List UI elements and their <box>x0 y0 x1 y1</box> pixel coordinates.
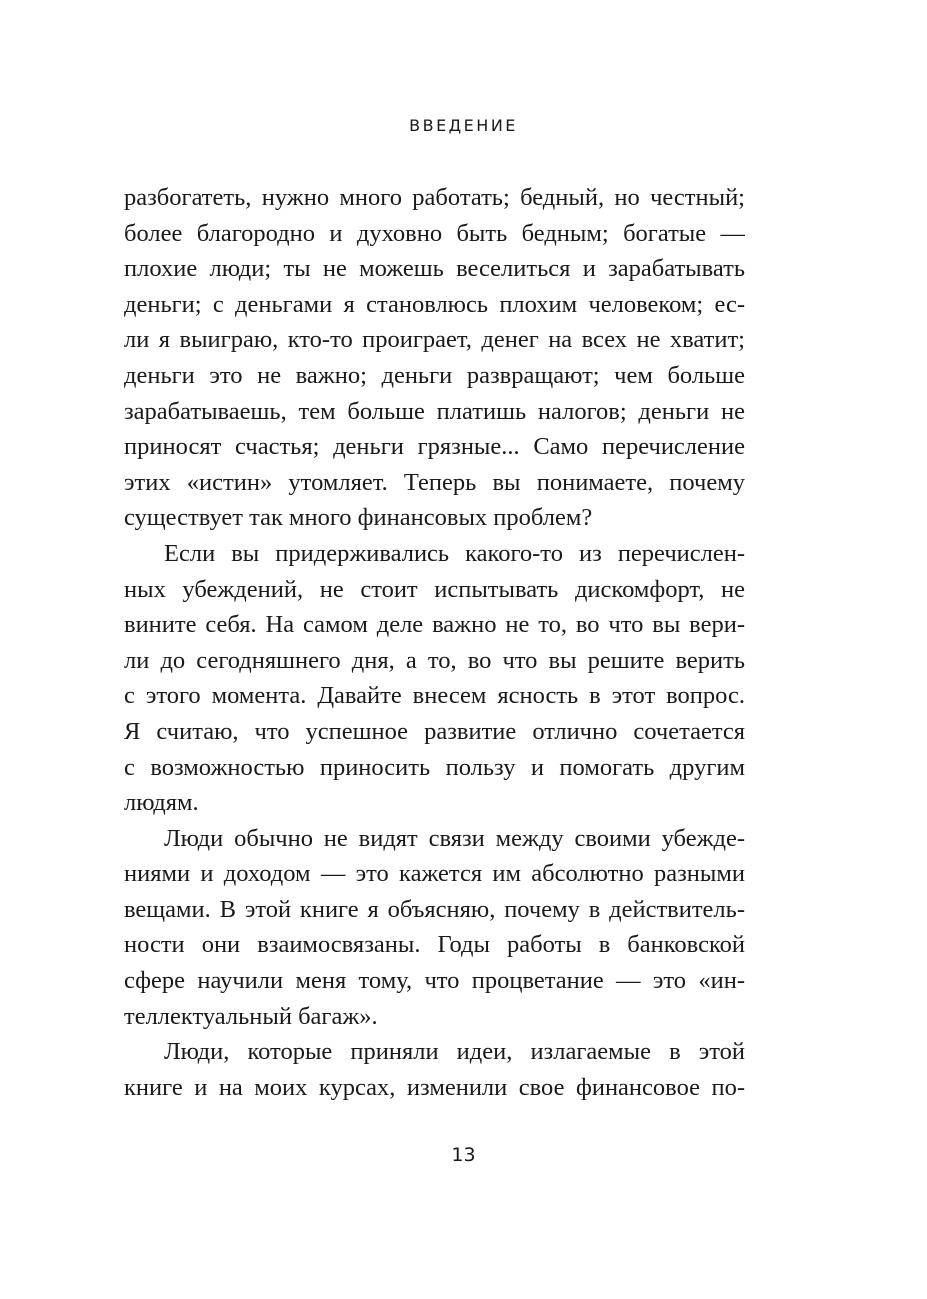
text-line: Люди обычно не видят связи между своими убежде- <box>164 824 745 852</box>
page-number: 13 <box>451 1144 476 1166</box>
text-line: ности они взаимосвязаны. Годы работы в банковской <box>124 931 745 959</box>
text-line: вините себя. На самом деле важно не то, во что вы вери- <box>124 611 745 639</box>
paragraph-1 <box>124 180 745 536</box>
text-line: существует так много финансовых проблем? <box>124 504 593 532</box>
text-line: ниями и доходом — это кажется им абсолютно разными <box>124 860 745 888</box>
text-line: Если вы придерживались какого-то из перечислен- <box>164 539 745 567</box>
text-line: разбогатеть, нужно много работать; бедный, но честный; <box>124 184 745 211</box>
text-line: более благородно и духовно быть бедным; богатые — <box>124 219 745 247</box>
text-line: с этого момента. Давайте внесем ясность в этот вопрос. <box>124 682 745 710</box>
text-line: деньги; с деньгами я становлюсь плохим человеком; ес- <box>124 290 745 318</box>
text-line: вещами. В этой книге я объясняю, почему в действитель- <box>124 895 745 923</box>
text-line: ных убеждений, не стоит испытывать дискомфорт, не <box>124 575 745 603</box>
text-line: Я считаю, что успешное развитие отлично сочетается <box>124 717 745 745</box>
text-line: с возможностью приносить пользу и помогать другим <box>124 753 745 781</box>
text-line: плохие люди; ты не можешь веселиться и зарабатывать <box>124 255 745 283</box>
text-line: людям. <box>124 789 199 817</box>
body-text <box>124 180 745 1105</box>
running-head: ВВЕДЕНИЕ <box>409 116 518 135</box>
text-line: приносят счастья; деньги грязные... Само перечисление <box>124 433 745 461</box>
text-line: Люди, которые приняли идеи, излагаемые в этой <box>164 1038 745 1066</box>
text-line: сфере научили меня тому, что процветание — это «ин- <box>124 967 745 995</box>
text-line: этих «истин» утомляет. Теперь вы понимаете, почему <box>124 468 745 496</box>
text-line: ли я выиграю, кто-то проиграет, денег на всех не хватит; <box>124 326 745 354</box>
text-line: книге и на моих курсах, изменили свое финансовое по- <box>124 1073 745 1101</box>
text-line: деньги это не важно; деньги развращают; чем больше <box>124 361 745 389</box>
paragraph-2 <box>124 536 745 821</box>
text-line: теллектуальный багаж». <box>124 1002 378 1030</box>
paragraph-4 <box>124 1034 745 1105</box>
paragraph-3 <box>124 821 745 1035</box>
text-line: ли до сегодняшнего дня, а то, во что вы решите верить <box>124 646 745 674</box>
text-line: зарабатываешь, тем больше платишь налогов; деньги не <box>124 397 745 425</box>
